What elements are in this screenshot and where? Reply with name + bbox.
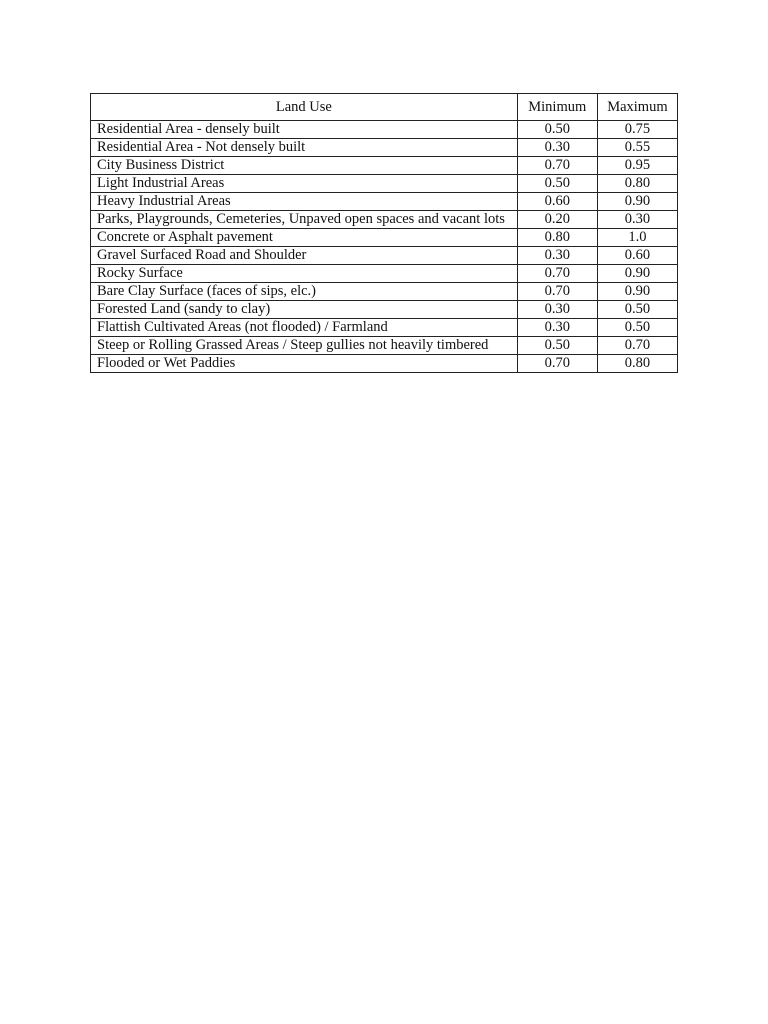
table-row	[91, 337, 678, 355]
land-use-cell: Flattish Cultivated Areas (not flooded) / Farmland	[91, 319, 518, 337]
table-row	[91, 247, 678, 265]
land-use-cell: Steep or Rolling Grassed Areas / Steep gullies not heavily timbered	[91, 337, 518, 355]
table-row	[91, 175, 678, 193]
table-row	[91, 229, 678, 247]
table-header-row	[91, 94, 678, 121]
minimum-cell: 0.30	[517, 247, 597, 265]
minimum-cell: 0.30	[517, 319, 597, 337]
minimum-cell: 0.20	[517, 211, 597, 229]
maximum-cell: 0.70	[597, 337, 677, 355]
maximum-cell: 0.50	[597, 301, 677, 319]
table-row	[91, 283, 678, 301]
minimum-cell: 0.70	[517, 283, 597, 301]
maximum-cell: 1.0	[597, 229, 677, 247]
minimum-cell: 0.30	[517, 301, 597, 319]
minimum-cell: 0.70	[517, 157, 597, 175]
land-use-cell: Heavy Industrial Areas	[91, 193, 518, 211]
header-minimum: Minimum	[517, 94, 597, 121]
table-row	[91, 301, 678, 319]
maximum-cell: 0.55	[597, 139, 677, 157]
minimum-cell: 0.50	[517, 121, 597, 139]
minimum-cell: 0.70	[517, 265, 597, 283]
maximum-cell: 0.90	[597, 265, 677, 283]
table-row	[91, 265, 678, 283]
land-use-cell: Residential Area - Not densely built	[91, 139, 518, 157]
maximum-cell: 0.75	[597, 121, 677, 139]
minimum-cell: 0.70	[517, 355, 597, 373]
minimum-cell: 0.80	[517, 229, 597, 247]
table-row	[91, 319, 678, 337]
maximum-cell: 0.95	[597, 157, 677, 175]
minimum-cell: 0.60	[517, 193, 597, 211]
land-use-cell: City Business District	[91, 157, 518, 175]
land-use-cell: Light Industrial Areas	[91, 175, 518, 193]
table-row	[91, 157, 678, 175]
land-use-cell: Gravel Surfaced Road and Shoulder	[91, 247, 518, 265]
maximum-cell: 0.60	[597, 247, 677, 265]
header-maximum: Maximum	[597, 94, 677, 121]
minimum-cell: 0.50	[517, 337, 597, 355]
maximum-cell: 0.30	[597, 211, 677, 229]
table-row	[91, 211, 678, 229]
land-use-cell: Flooded or Wet Paddies	[91, 355, 518, 373]
table-row	[91, 139, 678, 157]
land-use-cell: Parks, Playgrounds, Cemeteries, Unpaved open spaces and vacant lots	[91, 211, 518, 229]
minimum-cell: 0.30	[517, 139, 597, 157]
maximum-cell: 0.80	[597, 355, 677, 373]
minimum-cell: 0.50	[517, 175, 597, 193]
maximum-cell: 0.80	[597, 175, 677, 193]
table-row	[91, 355, 678, 373]
maximum-cell: 0.90	[597, 193, 677, 211]
land-use-cell: Rocky Surface	[91, 265, 518, 283]
table-row	[91, 121, 678, 139]
land-use-cell: Forested Land (sandy to clay)	[91, 301, 518, 319]
table-row	[91, 193, 678, 211]
table-body	[91, 121, 678, 373]
maximum-cell: 0.90	[597, 283, 677, 301]
maximum-cell: 0.50	[597, 319, 677, 337]
land-use-cell: Residential Area - densely built	[91, 121, 518, 139]
land-use-cell: Concrete or Asphalt pavement	[91, 229, 518, 247]
header-land-use: Land Use	[91, 94, 518, 121]
land-use-cell: Bare Clay Surface (faces of sips, elc.)	[91, 283, 518, 301]
land-use-table	[90, 93, 678, 373]
